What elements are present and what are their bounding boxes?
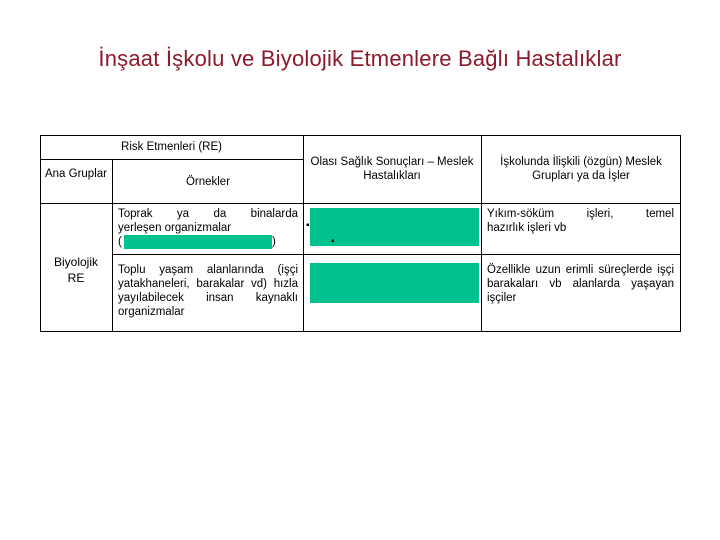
col-divider-3 [481,135,482,332]
table-border-bottom [40,331,681,332]
meslek-header: İşkolunda İlişkili (özgün) Meslek Grupları ya da İşler [500,156,662,182]
row1-saglik-redaction [310,208,479,246]
row1-ornek-line2: yerleşen organizmalar [118,222,232,234]
table-border-right [680,135,681,332]
group-name-line2: RE [67,271,85,285]
risk-header-divider [40,159,303,160]
row2-meslek: Özellikle uzun erimli süreçlerde işçi barakaları vb alanlarda yaşayan işçiler [487,264,674,304]
ornekler-header: Örnekler [185,176,231,188]
group-name [42,254,110,286]
row1-ornek-line1: Toprak ya da binalarda [118,208,298,220]
row1-meslek-line1: Yıkım-söküm işleri, temel [487,208,674,220]
table-border-top [40,135,681,136]
row1-saglik-glyph-b: ▪ [331,236,335,247]
row-divider [112,254,681,255]
row1-saglik-glyph-a: ▪ [306,220,310,231]
row1-ornek-redaction [124,235,272,249]
table-border-left [40,135,41,332]
row1-ornek-close-paren: ) [272,236,276,248]
row1-ornek-open-paren: ( [118,236,122,248]
group-name-line1: Biyolojik [53,255,98,269]
row1-meslek-line2: hazırlık işleri vb [487,222,567,234]
header-divider [40,203,681,204]
row1-meslek [487,207,674,235]
row2-ornek: Toplu yaşam alanlarında (işçi yatakhaneleri, barakalar vd) hızla yayılabilecek insan kaynaklı organizmalar [118,264,298,318]
ana-gruplar-header: Ana Gruplar [44,168,107,180]
saglik-header: Olası Sağlık Sonuçları – Meslek Hastalıkları [310,156,474,182]
slide-title: İnşaat İşkolu ve Biyolojik Etmenlere Bağlı Hastalıklar [98,46,622,71]
disease-table [40,135,681,332]
row2-saglik-redaction [310,263,479,303]
col-divider-2 [303,135,304,332]
risk-header: Risk Etmenleri (RE) [121,141,222,153]
